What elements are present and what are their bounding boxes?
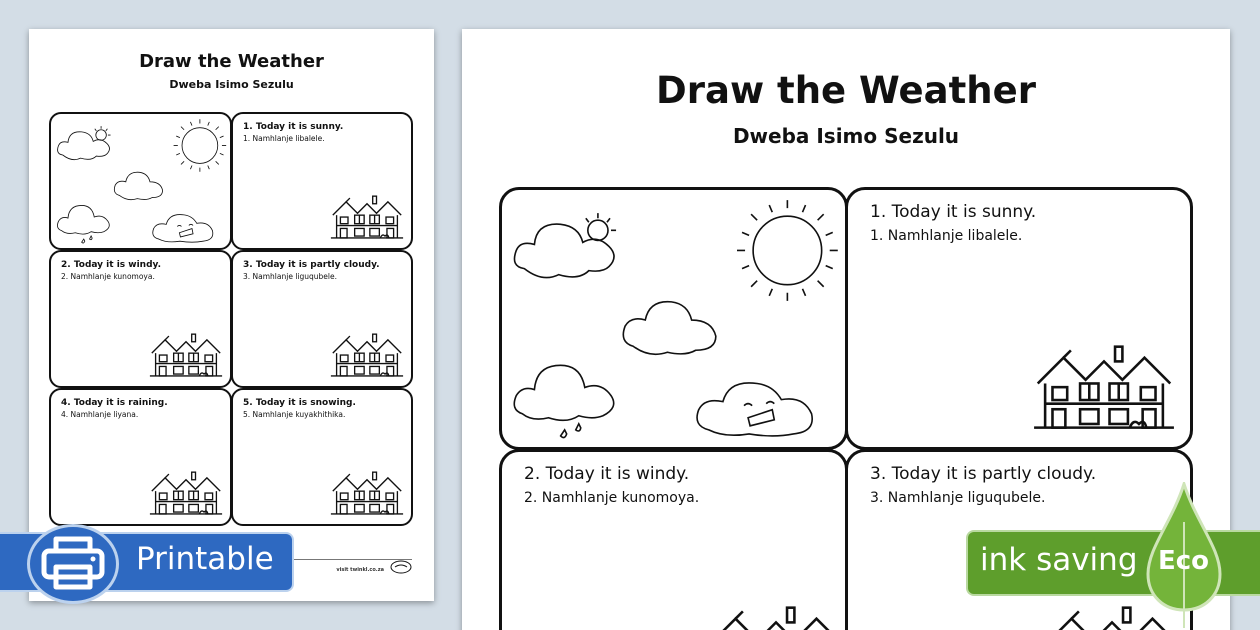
weather-scene-illustration [51, 114, 230, 248]
worksheet-subtitle: Dweba Isimo Sezulu [169, 78, 294, 91]
weather-scene-illustration [502, 190, 845, 447]
cell-3-zulu: 3. Namhlanje liguqubele. [243, 272, 337, 281]
printable-badge [0, 529, 294, 595]
printable-label: Printable [136, 541, 274, 577]
ink-saving-badge [966, 482, 1260, 630]
house-icon [702, 604, 848, 630]
cell-1-english: 1. Today it is sunny. [243, 122, 344, 132]
house-icon [1030, 343, 1178, 435]
cell-2-english: 2. Today it is windy. [524, 464, 690, 484]
worksheet-cell-1-large [845, 187, 1193, 450]
house-icon [329, 194, 405, 242]
twinkl-logo-icon [390, 559, 412, 575]
eco-label: Eco [1158, 546, 1210, 576]
cell-3-zulu: 3. Namhlanje liguqubele. [870, 490, 1046, 506]
cell-1-zulu: 1. Namhlanje libalele. [243, 134, 325, 143]
cell-1-english: 1. Today it is sunny. [870, 202, 1037, 222]
cell-4-zulu: 4. Namhlanje liyana. [61, 410, 139, 419]
worksheet-cell-4 [49, 388, 232, 526]
house-icon [148, 332, 224, 380]
ink-saving-label: ink saving [980, 542, 1138, 578]
house-icon [148, 470, 224, 518]
weather-scene-cell [49, 112, 232, 250]
worksheet-cell-2-large [499, 449, 848, 630]
worksheet-thumbnail [29, 29, 434, 601]
cell-2-zulu: 2. Namhlanje kunomoya. [524, 490, 700, 506]
worksheet-cell-5 [231, 388, 413, 526]
cell-1-zulu: 1. Namhlanje libalele. [870, 228, 1023, 244]
cell-2-english: 2. Today it is windy. [61, 260, 161, 270]
cell-4-english: 4. Today it is raining. [61, 398, 168, 408]
worksheet-cell-2 [49, 250, 232, 388]
printer-icon [30, 527, 116, 601]
cell-5-zulu: 5. Namhlanje kuyakhithika. [243, 410, 346, 419]
cell-3-english: 3. Today it is partly cloudy. [243, 260, 380, 270]
worksheet-title-large: Draw the Weather [656, 69, 1036, 112]
cell-2-zulu: 2. Namhlanje kunomoya. [61, 272, 155, 281]
worksheet-cell-3 [231, 250, 413, 388]
cell-5-english: 5. Today it is snowing. [243, 398, 356, 408]
worksheet-title: Draw the Weather [139, 51, 324, 72]
cell-3-english: 3. Today it is partly cloudy. [870, 464, 1097, 484]
weather-scene-cell-large [499, 187, 848, 450]
worksheet-cell-1 [231, 112, 413, 250]
house-icon [329, 332, 405, 380]
footer-url: visit twinkl.co.za [336, 567, 384, 573]
house-icon [329, 470, 405, 518]
worksheet-subtitle-large: Dweba Isimo Sezulu [732, 124, 960, 148]
printable-circle [27, 524, 119, 604]
